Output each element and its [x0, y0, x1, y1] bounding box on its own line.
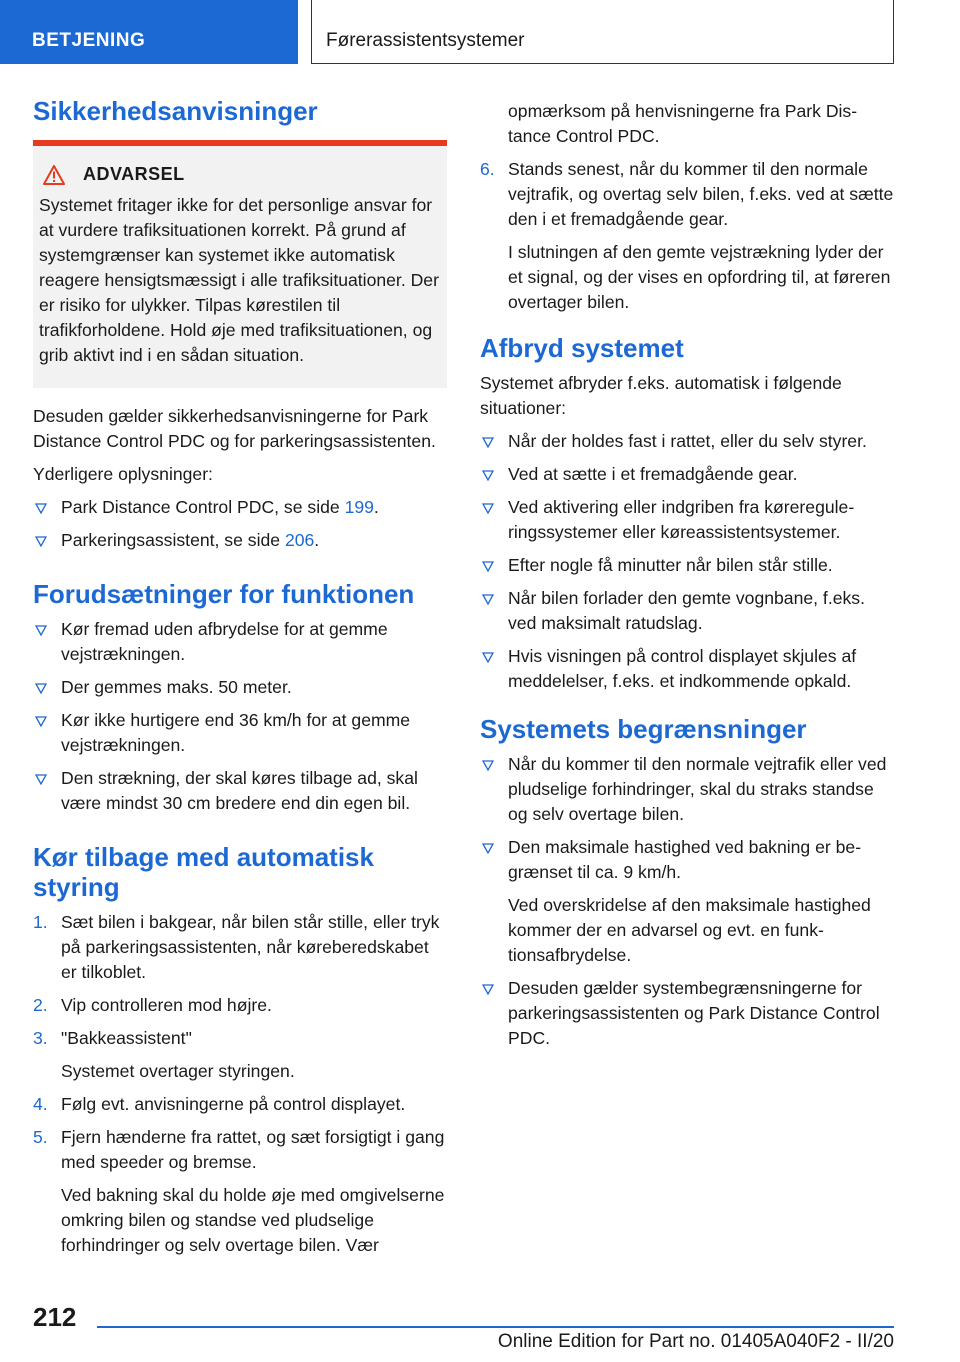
step-number: 3.	[33, 1028, 48, 1048]
steps-list	[33, 910, 447, 1258]
list-item	[480, 553, 894, 578]
list-item-text: Den maksimale hastighed ved bakning er begrænset til ca. 9 km/h.	[508, 837, 862, 882]
list-item-text: Når du kommer til den normale vejtrafik eller ved pludselige forhindringer, skal du straks standse og selv overtage bilen.	[508, 754, 887, 824]
heading-auto-steering: Kør tilbage med automatisk styring	[33, 842, 374, 902]
step-number: 2.	[33, 995, 48, 1015]
step-item	[33, 1026, 447, 1084]
step-text: "Bakkeassistent"	[61, 1028, 192, 1048]
cancel-list	[480, 429, 894, 694]
step-text: Vip controlleren mod højre.	[61, 995, 272, 1015]
step-number: 5.	[33, 1127, 48, 1147]
heading-limits: Systemets begrænsninger	[480, 714, 807, 744]
step-item	[480, 157, 894, 315]
step-item	[33, 993, 447, 1018]
step-item	[33, 910, 447, 985]
list-item-text: Hvis visningen på control displayet skjules af meddelelser, f.eks. et indkommende opkald.	[508, 646, 857, 691]
warning-triangle-icon	[43, 165, 65, 185]
limit-note: Ved overskridelse af den maksimale hastighed kommer der en advarsel og evt. en funktionsafbrydelse.	[508, 895, 871, 965]
list-item-text: Der gemmes maks. 50 meter.	[61, 677, 292, 697]
section-tab[interactable]: BETJENING	[0, 0, 298, 64]
info-list	[33, 495, 447, 553]
list-item-text: Kør ikke hurtigere end 36 km/h for at gemme vejstrækningen.	[61, 710, 411, 755]
list-item-text: Park Distance Control PDC, se side	[61, 497, 345, 517]
page-link-206[interactable]: 206	[284, 530, 315, 550]
list-item	[480, 976, 894, 1051]
chapter-title: Førerassistentsystemer	[311, 0, 894, 64]
list-item-text: Kør fremad uden afbrydelse for at gemme vejstrækningen.	[61, 619, 388, 664]
list-item-text: Den strækning, der skal køres tilbage ad, skal være mindst 30 cm bredere end din egen bil.	[61, 768, 418, 813]
step-item	[33, 1125, 447, 1258]
list-item-end: .	[314, 530, 320, 550]
step-item	[33, 1092, 447, 1117]
list-item	[33, 708, 447, 758]
list-item	[33, 495, 447, 520]
list-item-text: Ved aktivering eller indgriben fra kørereguleringssystemer eller køreassistentsystemer.	[508, 497, 855, 542]
heading-cancel: Afbryd systemet	[480, 333, 684, 363]
paragraph-cancel: Systemet afbryder f.eks. automatisk i følgende situationer:	[480, 373, 842, 418]
heading-requirements: Forudsætninger for funktionen	[33, 579, 415, 609]
step-text: Fjern hænderne fra rattet, og sæt forsigtigt i gang med speeder og bremse.	[61, 1127, 445, 1172]
list-item	[480, 586, 894, 636]
list-item	[480, 462, 894, 487]
list-item	[480, 835, 894, 968]
step-text: Følg evt. anvisningerne på control displayet.	[61, 1094, 406, 1114]
list-item-text: Når bilen forlader den gemte vognbane, f.eks. ved maksimalt ratudslag.	[508, 588, 865, 633]
list-item	[480, 644, 894, 694]
list-item	[33, 766, 447, 816]
footer-divider	[97, 1326, 894, 1328]
warning-text: Systemet fritager ikke for det personlige ansvar for at vurdere trafiksituationen korrekt. På grund af systemgrænser kan systemet ikke automatisk reagere hensigtsmæssigt i alle trafiksituationer. Der er risiko for ulykker. Tilpas kørestilen til trafikforholdene. Hold øje med trafiksituationen, og grib aktivt ind i en sådan situation.	[39, 195, 439, 365]
list-item-text: Når der holdes fast i rattet, eller du selv styrer.	[508, 431, 867, 451]
page-number: 212	[33, 1302, 77, 1332]
steps-list-continued	[480, 157, 894, 315]
edition-text: Online Edition for Part no. 01405A040F2 - II/20	[497, 1331, 894, 1352]
warning-title	[39, 162, 441, 187]
list-item	[480, 429, 894, 454]
step-text: Sæt bilen i bakgear, når bilen står stille, eller tryk på parkeringsassistenten, når køreberedskabet er tilkoblet.	[61, 912, 440, 982]
limits-list	[480, 752, 894, 1051]
list-item	[480, 752, 894, 827]
right-column	[480, 99, 894, 1059]
step-text: Stands senest, når du kommer til den normale vejtrafik, og overtag selv bilen, f.eks. ved at sætte den i et fremadgående gear.	[508, 159, 894, 229]
warning-title-text: ADVARSEL	[83, 164, 185, 184]
list-item-text: Parkeringsassistent, se side	[61, 530, 285, 550]
paragraph-more-info: Yderligere oplysninger:	[33, 464, 213, 484]
step-note-continued: opmærksom på henvisningerne fra Park Distance Control PDC.	[508, 101, 858, 146]
list-item-text: Efter nogle få minutter når bilen står stille.	[508, 555, 833, 575]
list-item	[480, 495, 894, 545]
warning-box	[33, 146, 447, 388]
step-note: Systemet overtager styringen.	[61, 1061, 295, 1081]
step-number: 4.	[33, 1094, 48, 1114]
list-item	[33, 675, 447, 700]
heading-safety: Sikkerhedsanvisninger	[33, 96, 318, 126]
step-number: 1.	[33, 912, 48, 932]
left-column	[33, 96, 447, 1266]
requirements-list	[33, 617, 447, 816]
step-note: I slutningen af den gemte vejstrækning lyder der et signal, og der vises en opfordring til, at føreren overtager bilen.	[508, 242, 891, 312]
step-number: 6.	[480, 159, 495, 179]
list-item-text: Desuden gælder systembegrænsningerne for parkeringsassistenten og Park Distance Control PDC.	[508, 978, 880, 1048]
paragraph-pdc: Desuden gælder sikkerhedsanvisningerne for Park Distance Control PDC og for parkeringsassistenten.	[33, 406, 436, 451]
list-item	[33, 528, 447, 553]
step-note: Ved bakning skal du holde øje med omgivelserne omkring bilen og standse ved pludselige forhindringer og selv overtage bilen. Vær	[61, 1185, 445, 1255]
list-item	[33, 617, 447, 667]
list-item-end: .	[373, 497, 379, 517]
list-item-text: Ved at sætte i et fremadgående gear.	[508, 464, 798, 484]
page-link-199[interactable]: 199	[344, 497, 374, 517]
